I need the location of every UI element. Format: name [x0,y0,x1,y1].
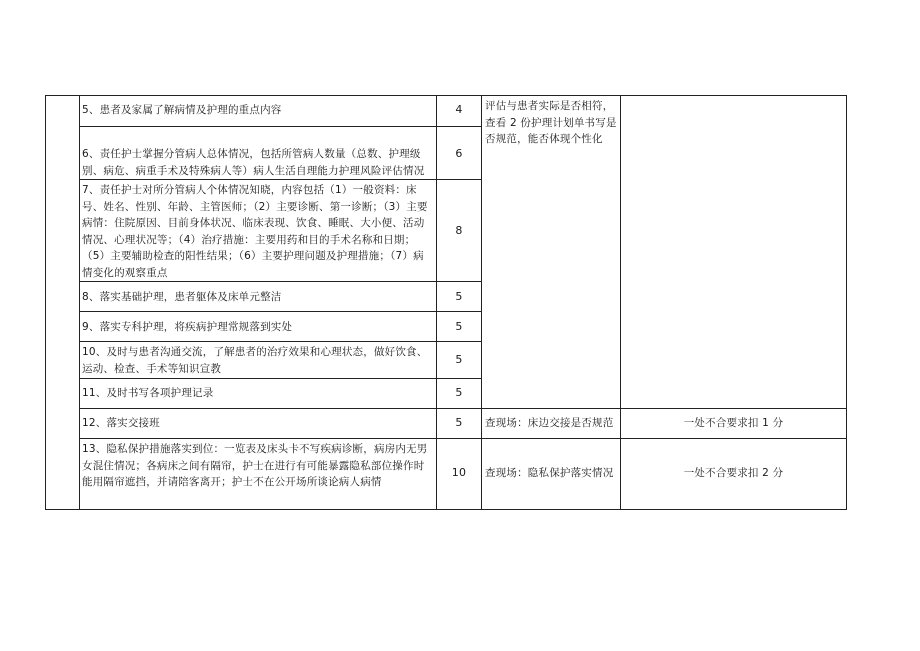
item-text: 8、落实基础护理，患者躯体及床单元整洁 [82,291,282,303]
row-divider [79,378,481,379]
item-text: 6、责任护士掌握分管病人总体情况，包括所管病人数量（总数、护理级别、病危、病重手术及特殊病人等）病人生活自理能力护理风险评估情况 [82,148,425,177]
item-text: 11、及时书写各项护理记录 [82,387,214,399]
item-text: 10、及时与患者沟通交流，了解患者的治疗效果和心理状态，做好饮食、运动、检查、手术等知识宣教 [82,346,428,375]
item-score: 5 [455,353,463,366]
row-divider [79,179,481,180]
row-divider [79,438,846,439]
check-method: 查现场：隐私保护落实情况 [485,467,614,479]
item-score: 8 [455,224,463,237]
item-score: 6 [455,147,463,160]
item-text: 13、隐私保护措施落实到位：一览表及床头卡不写疾病诊断，病房内无男女混住情况；各病床之间有隔帘，护士在进行有可能暴露隐私部位操作时能用隔帘遮挡，并请陪客离开；护士不在公开场所谈论病人病情 [82,443,428,488]
item-text: 5、患者及家属了解病情及护理的重点内容 [82,104,282,116]
item-score: 5 [455,386,463,399]
item-text: 9、落实专科护理，将疾病护理常规落到实处 [82,321,293,333]
border-bottom [45,509,847,510]
item-text: 12、落实交接班 [82,417,160,429]
column-divider [620,95,621,510]
column-divider [481,95,482,510]
deduction-rule: 一处不合要求扣 2 分 [683,467,784,479]
row-divider [79,341,481,342]
border-right [846,95,847,510]
item-score: 5 [455,320,463,333]
item-score: 10 [451,466,467,479]
nursing-evaluation-table [45,95,847,510]
border-top [45,95,847,96]
row-divider [79,281,481,282]
merged-check-method: 评估与患者实际是否相符，查看 2 份护理计划单书写是否规范，能否体现个性化 [485,100,617,145]
item-text: 7、责任护士对所分管病人个体情况知晓，内容包括（1）一般资料：床号、姓名、性别、年龄、主管医师；（2）主要诊断、第一诊断；（3）主要病情：住院原因、目前身体状况、临床表现、饮食、睡眠、大小便、活动情况、心理状况等；（4）治疗措施：主要用药和目的手术名称和日期；（5）主要辅助检查的阳性结果；（6）主要护理问题及护理措施；（7）病情变化的观察重点 [82,184,428,279]
deduction-rule: 一处不合要求扣 1 分 [683,417,784,429]
item-score: 5 [455,416,463,429]
item-score: 5 [455,290,463,303]
border-left [45,95,46,510]
row-divider [79,408,846,409]
row-divider [79,311,481,312]
row-divider [79,126,481,127]
item-score: 4 [455,103,463,116]
check-method: 查现场：床边交接是否规范 [485,417,614,429]
